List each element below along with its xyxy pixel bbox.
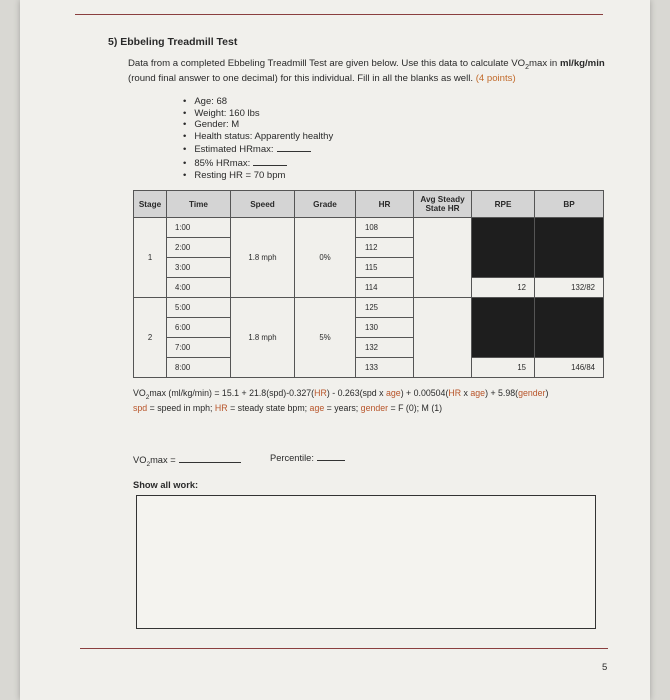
header-rpe: RPE (472, 191, 535, 218)
time-cell: 6:00 (167, 318, 231, 338)
top-rule (75, 14, 603, 15)
hrmax85-blank[interactable] (253, 156, 287, 166)
avg-steady-hr-blank[interactable] (414, 218, 472, 298)
time-cell: 5:00 (167, 298, 231, 318)
hr-cell: 108 (356, 218, 414, 238)
header-grade: Grade (295, 191, 356, 218)
speed-cell: 1.8 mph (231, 298, 295, 378)
grade-cell: 0% (295, 218, 356, 298)
vo2max-answer-field: $VO_2\max$ = (133, 453, 241, 468)
stage-cell: 1 (134, 218, 167, 298)
time-cell: 1:00 (167, 218, 231, 238)
treadmill-data-table (133, 190, 604, 378)
header-avg-steady-state-hr: Avg Steady State HR (414, 191, 472, 218)
question-intro: Data from a completed Ebbeling Treadmill Test are given below. Use this data to calculate $VO_2\max$ in ml/kg/min (round final answer to one decimal) for this individual. Fill in all the blanks as well. (4 points) (128, 58, 605, 85)
fact-est-hrmax: • Estimated HRmax: (183, 142, 333, 156)
show-work-label: Show all work: (133, 480, 199, 490)
time-cell: 4:00 (167, 278, 231, 298)
hr-cell: 133 (356, 358, 414, 378)
grade-cell: 5% (295, 298, 356, 378)
page-number: 5 (602, 662, 608, 673)
points-label: (4 points) (475, 73, 516, 85)
rpe-cell: 15 (472, 358, 535, 378)
vo2max-formula: $VO_2\max$ (ml/kg/min) = 15.1 + 21.8(spd)-0.327(HR) - 0.263(spd x age) + 0.00504(HR x age) + 5.98(gender) spd = speed in mph; HR = steady state bpm; age = years; gender = F (0); M (1) (133, 388, 549, 414)
time-cell: 8:00 (167, 358, 231, 378)
time-cell: 3:00 (167, 258, 231, 278)
header-speed: Speed (231, 191, 295, 218)
time-cell: 7:00 (167, 338, 231, 358)
bp-redacted-cell (535, 298, 604, 358)
table-row (134, 218, 604, 238)
header-hr: HR (356, 191, 414, 218)
table-header-row (134, 191, 604, 218)
header-time: Time (167, 191, 231, 218)
question-title: 5) Ebbeling Treadmill Test (108, 36, 238, 48)
est-hrmax-blank[interactable] (277, 142, 311, 152)
time-cell: 2:00 (167, 238, 231, 258)
subject-facts-list (183, 96, 333, 181)
speed-cell: 1.8 mph (231, 218, 295, 298)
hr-cell: 125 (356, 298, 414, 318)
fact-weight: • Weight: 160 lbs (183, 108, 333, 120)
table-row (134, 358, 604, 378)
rpe-cell: 12 (472, 278, 535, 298)
percentile-field: Percentile: (270, 451, 345, 463)
header-stage: Stage (134, 191, 167, 218)
hr-cell: 115 (356, 258, 414, 278)
worksheet-page (20, 0, 650, 700)
fact-resting-hr: • Resting HR = 70 bpm (183, 170, 333, 182)
bp-redacted-cell (535, 218, 604, 278)
bp-cell: 132/82 (535, 278, 604, 298)
hr-cell: 130 (356, 318, 414, 338)
work-area-box[interactable] (136, 495, 596, 629)
vo2max-answer-blank[interactable] (179, 453, 241, 463)
header-bp: BP (535, 191, 604, 218)
fact-age: • Age: 68 (183, 96, 333, 108)
hr-cell: 114 (356, 278, 414, 298)
stage-cell: 2 (134, 298, 167, 378)
rpe-redacted-cell (472, 298, 535, 358)
bp-cell: 146/84 (535, 358, 604, 378)
table-row (134, 278, 604, 298)
avg-steady-hr-blank[interactable] (414, 298, 472, 378)
bottom-rule (80, 648, 608, 649)
percentile-blank[interactable] (317, 451, 345, 461)
fact-85-hrmax: • 85% HRmax: (183, 156, 333, 170)
hr-cell: 112 (356, 238, 414, 258)
hr-cell: 132 (356, 338, 414, 358)
table-row (134, 298, 604, 318)
fact-health: • Health status: Apparently healthy (183, 131, 333, 143)
rpe-redacted-cell (472, 218, 535, 278)
fact-gender: • Gender: M (183, 119, 333, 131)
